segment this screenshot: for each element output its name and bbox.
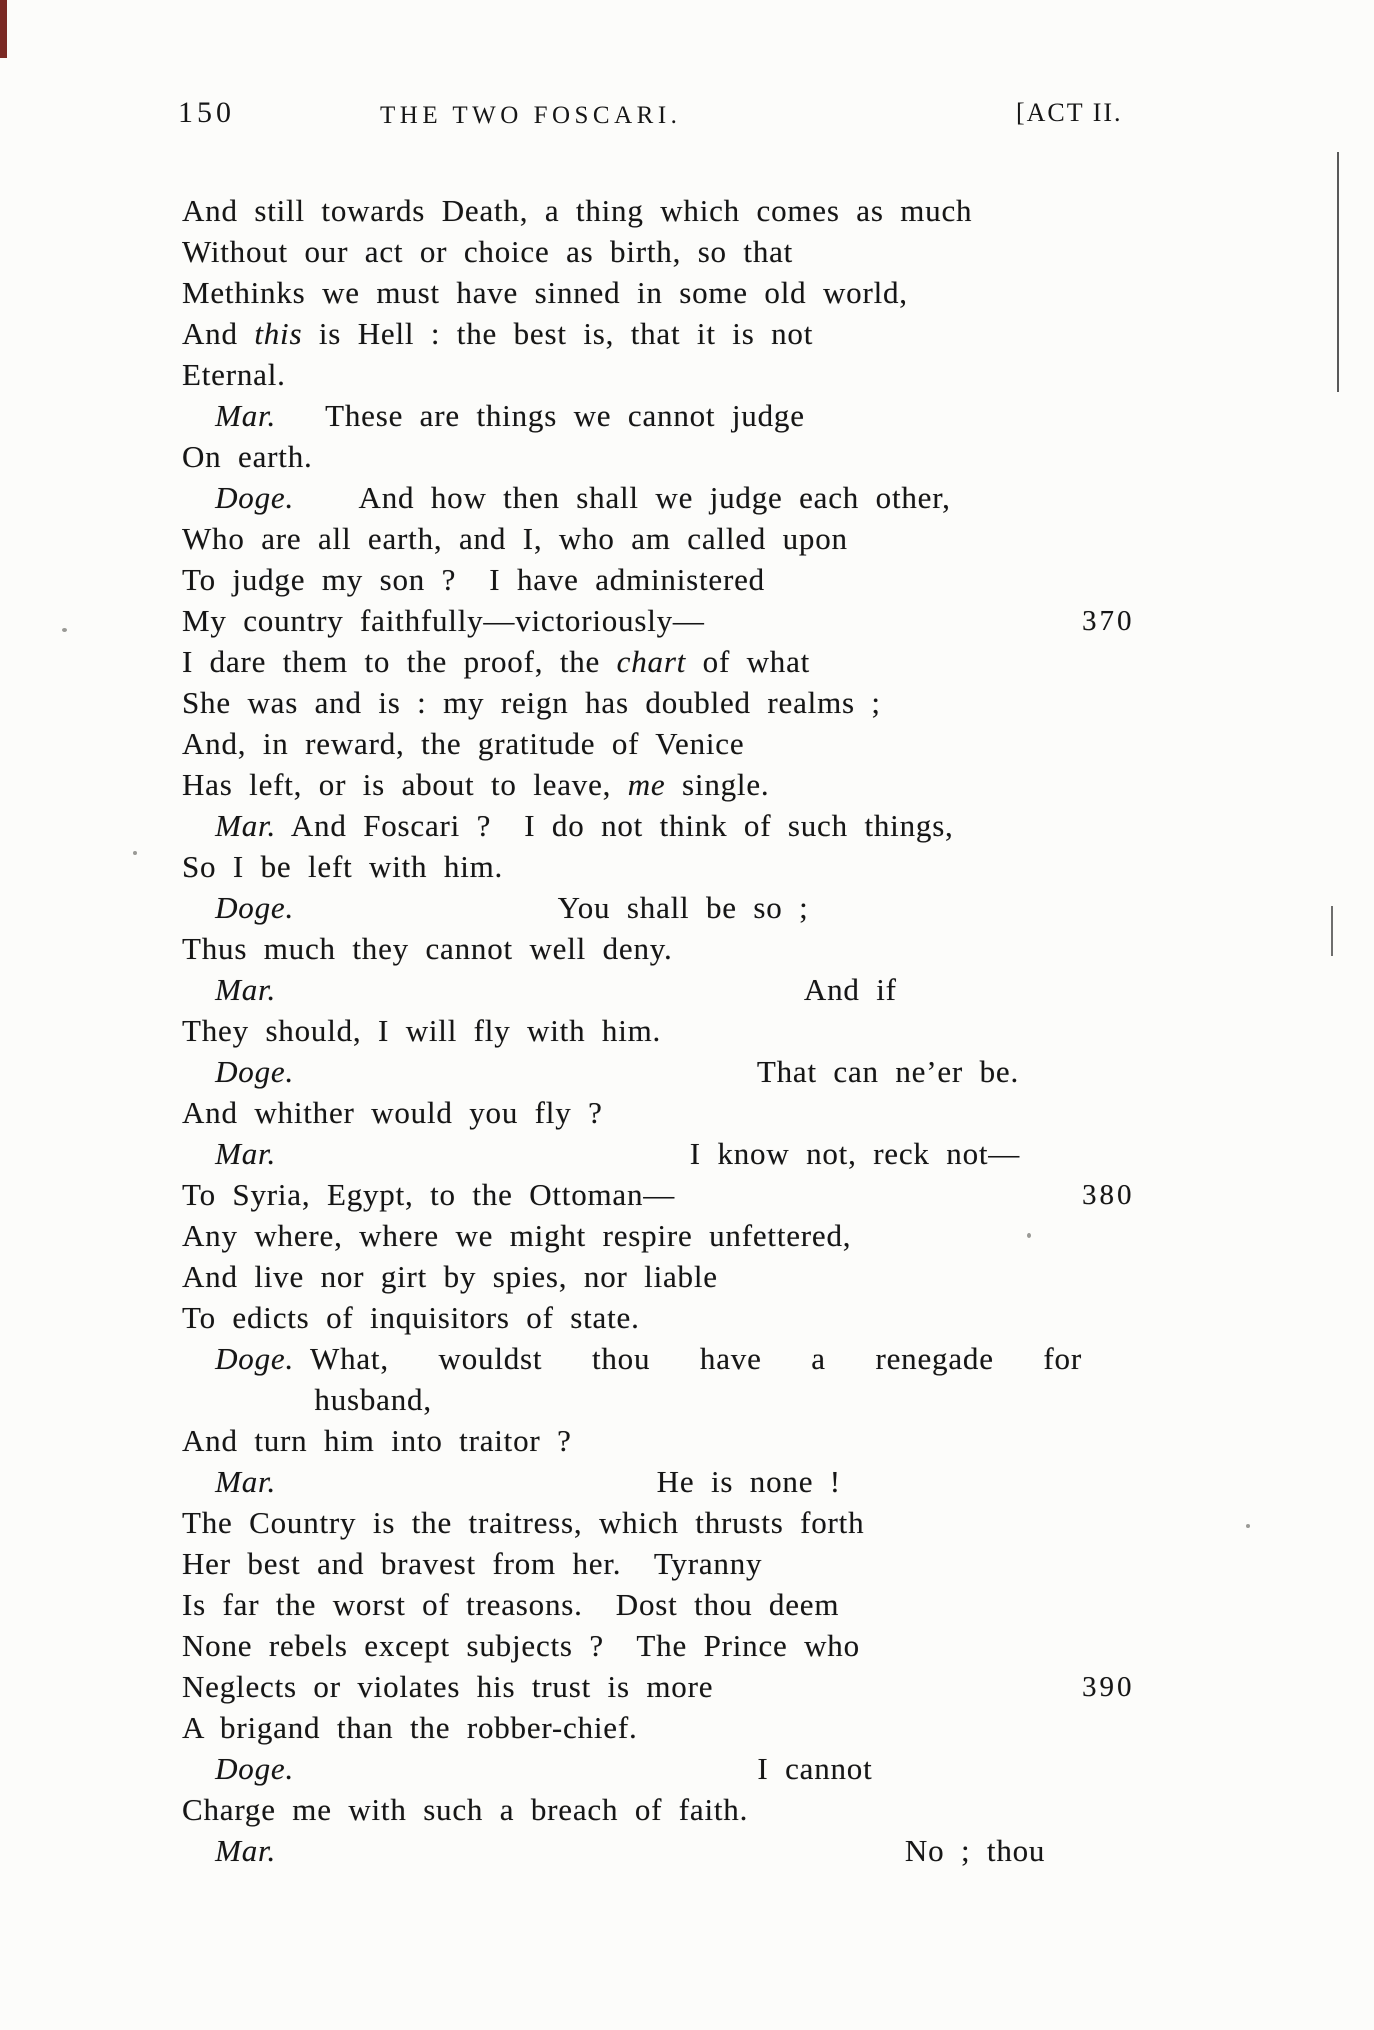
emphasized-word: me: [627, 767, 666, 802]
running-title: THE TWO FOSCARI.: [380, 102, 682, 129]
verse-segment: Eternal.: [182, 357, 286, 392]
verse-line: [182, 887, 1182, 928]
verse-text: [182, 190, 1182, 1871]
verse-line: [182, 1584, 1182, 1625]
speaker-name: Mar.: [215, 1464, 277, 1499]
speaker-name: Doge.: [215, 890, 295, 925]
verse-segment: None rebels except subjects ? The Prince who: [182, 1628, 860, 1663]
verse-segment: What, wouldst thou have a renegade for: [294, 1341, 1082, 1376]
verse-segment: husband,: [182, 1382, 432, 1417]
emphasized-word: chart: [616, 644, 687, 679]
verse-line: [182, 1748, 1182, 1789]
verse-line: [182, 1707, 1182, 1748]
verse-segment: A brigand than the robber-chief.: [182, 1710, 638, 1745]
verse-segment: [182, 398, 215, 433]
verse-segment: And: [182, 316, 255, 351]
verse-line: [182, 559, 1182, 600]
speaker-name: Doge.: [215, 1341, 295, 1376]
scan-speck: [1246, 1524, 1250, 1528]
scan-speck: [1027, 1233, 1031, 1238]
verse-segment: And if: [276, 972, 897, 1007]
line-number: 390: [1082, 1671, 1135, 1703]
verse-line: [182, 190, 1182, 231]
speaker-name: Mar.: [215, 808, 277, 843]
verse-line: [182, 395, 1182, 436]
verse-segment: Without our act or choice as birth, so that: [182, 234, 794, 269]
verse-line: [182, 354, 1182, 395]
verse-line: [182, 805, 1182, 846]
verse-segment: [182, 1341, 215, 1376]
verse-segment: The Country is the traitress, which thrusts forth: [182, 1505, 865, 1540]
verse-segment: is Hell : the best is, that it is not: [302, 316, 814, 351]
verse-segment: Thus much they cannot well deny.: [182, 931, 673, 966]
verse-segment: Neglects or violates his trust is more: [182, 1669, 714, 1704]
scan-edge-line: [1337, 152, 1339, 392]
verse-line: [182, 723, 1182, 764]
verse-segment: [182, 972, 215, 1007]
page-number: 150: [178, 96, 235, 129]
verse-line: [182, 436, 1182, 477]
verse-line: [182, 1789, 1182, 1830]
verse-line: [182, 1420, 1182, 1461]
verse-segment: Is far the worst of treasons. Dost thou deem: [182, 1587, 840, 1622]
verse-segment: He is none !: [276, 1464, 841, 1499]
verse-segment: No ; thou: [276, 1833, 1046, 1868]
speaker-name: Mar.: [215, 1136, 277, 1171]
verse-segment: To judge my son ? I have administered: [182, 562, 765, 597]
verse-segment: [182, 890, 215, 925]
verse-line: [182, 682, 1182, 723]
verse-line: [182, 313, 1182, 354]
verse-line: [182, 764, 1182, 805]
verse-segment: So I be left with him.: [182, 849, 504, 884]
scan-speck: [133, 851, 137, 855]
verse-segment: My country faithfully—victoriously—: [182, 603, 705, 638]
line-number: 370: [1082, 605, 1135, 637]
verse-line: [182, 231, 1182, 272]
verse-line: [182, 1502, 1182, 1543]
verse-segment: And live nor girt by spies, nor liable: [182, 1259, 718, 1294]
verse-line: [182, 1379, 1182, 1420]
verse-line: [182, 1051, 1182, 1092]
verse-segment: [182, 1833, 215, 1868]
verse-segment: You shall be so ;: [294, 890, 809, 925]
verse-line: [182, 641, 1182, 682]
verse-segment: On earth.: [182, 439, 313, 474]
verse-line: [182, 1666, 1182, 1707]
scan-speck: [62, 628, 67, 632]
verse-segment: Has left, or is about to leave,: [182, 767, 628, 802]
verse-line: [182, 1830, 1182, 1871]
verse-segment: I know not, reck not—: [276, 1136, 1021, 1171]
verse-segment: They should, I will fly with him.: [182, 1013, 662, 1048]
verse-segment: of what: [686, 644, 811, 679]
speaker-name: Mar.: [215, 972, 277, 1007]
speaker-name: Doge.: [215, 1751, 295, 1786]
verse-line: [182, 1461, 1182, 1502]
verse-segment: [182, 480, 215, 515]
verse-segment: And Foscari ? I do not think of such things,: [276, 808, 954, 843]
verse-segment: Any where, where we might respire unfettered,: [182, 1218, 852, 1253]
verse-line: [182, 969, 1182, 1010]
verse-line: [182, 1543, 1182, 1584]
verse-line: [182, 846, 1182, 887]
verse-segment: [182, 1751, 215, 1786]
verse-line: [182, 272, 1182, 313]
speaker-name: Mar.: [215, 398, 277, 433]
verse-line: [182, 1133, 1182, 1174]
verse-segment: [182, 1054, 215, 1089]
verse-segment: I dare them to the proof, the: [182, 644, 617, 679]
verse-segment: [182, 1464, 215, 1499]
verse-line: [182, 1338, 1182, 1379]
verse-line: [182, 600, 1182, 641]
verse-line: [182, 1215, 1182, 1256]
verse-segment: These are things we cannot judge: [276, 398, 805, 433]
verse-line: [182, 1297, 1182, 1338]
verse-line: [182, 928, 1182, 969]
act-label: [ACT II.: [1016, 98, 1123, 127]
verse-segment: And, in reward, the gratitude of Venice: [182, 726, 745, 761]
verse-segment: To edicts of inquisitors of state.: [182, 1300, 640, 1335]
verse-segment: Who are all earth, and I, who am called upon: [182, 521, 848, 556]
verse-line: [182, 1256, 1182, 1297]
scan-corner-mark: [0, 0, 7, 58]
emphasized-word: this: [254, 316, 303, 351]
line-number: 380: [1082, 1179, 1135, 1211]
verse-segment: And whither would you fly ?: [182, 1095, 603, 1130]
speaker-name: Doge.: [215, 1054, 295, 1089]
verse-segment: I cannot: [294, 1751, 873, 1786]
verse-segment: Her best and bravest from her. Tyranny: [182, 1546, 763, 1581]
verse-segment: That can ne’er be.: [294, 1054, 1020, 1089]
verse-line: [182, 1625, 1182, 1666]
verse-segment: She was and is : my reign has doubled realms ;: [182, 685, 881, 720]
verse-segment: Methinks we must have sinned in some old world,: [182, 275, 908, 310]
verse-line: [182, 518, 1182, 559]
speaker-name: Doge.: [215, 480, 295, 515]
scan-edge-line: [1331, 906, 1333, 956]
verse-segment: [182, 808, 215, 843]
verse-line: [182, 1092, 1182, 1133]
verse-segment: And how then shall we judge each other,: [294, 480, 951, 515]
verse-segment: Charge me with such a breach of faith.: [182, 1792, 749, 1827]
verse-segment: And still towards Death, a thing which comes as much: [182, 193, 973, 228]
speaker-name: Mar.: [215, 1833, 277, 1868]
verse-segment: single.: [665, 767, 770, 802]
verse-segment: And turn him into traitor ?: [182, 1423, 572, 1458]
verse-line: [182, 1174, 1182, 1215]
verse-line: [182, 1010, 1182, 1051]
verse-segment: [182, 1136, 215, 1171]
verse-segment: To Syria, Egypt, to the Ottoman—: [182, 1177, 676, 1212]
verse-line: [182, 477, 1182, 518]
